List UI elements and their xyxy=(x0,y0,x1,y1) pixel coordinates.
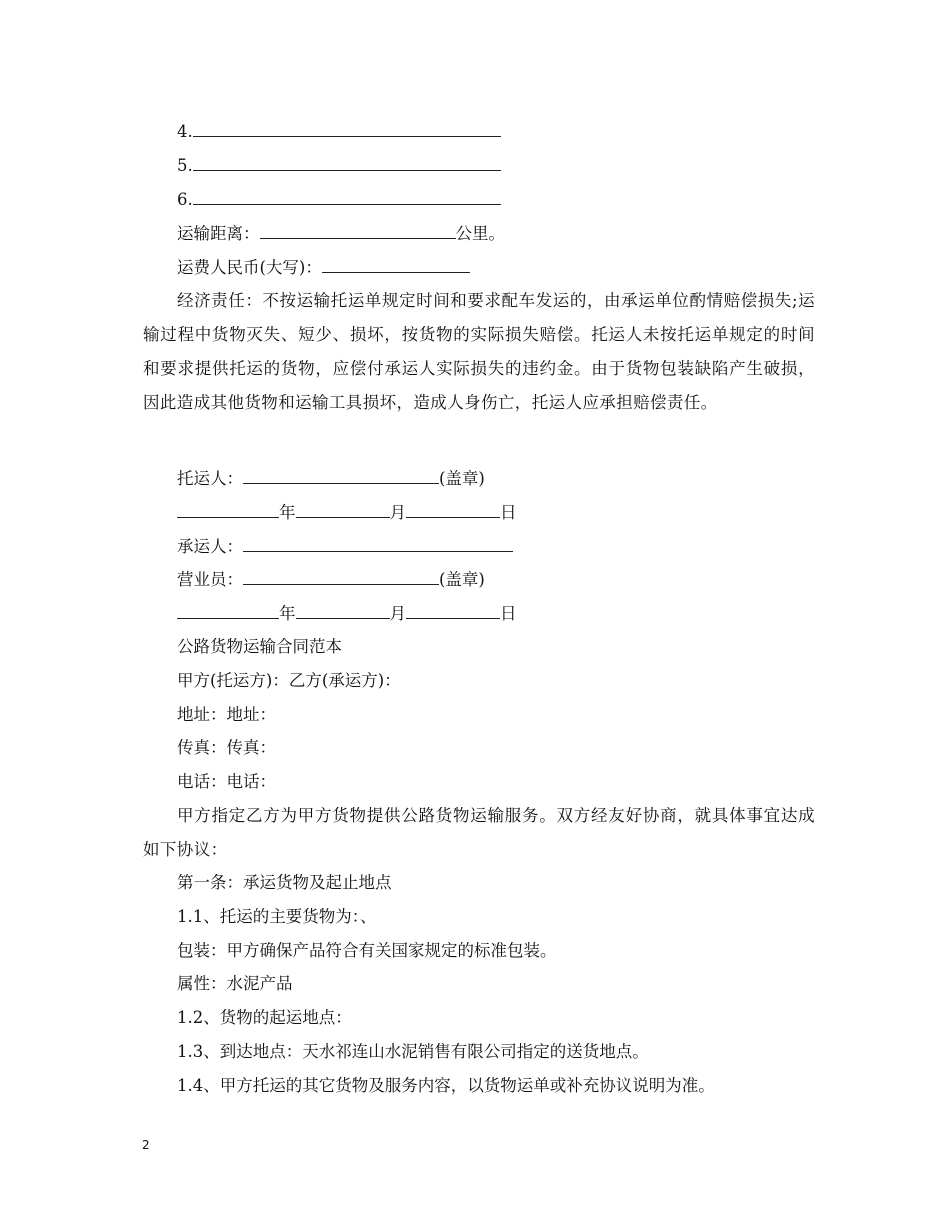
item-4-blank xyxy=(193,120,501,137)
item-5-number: 5. xyxy=(177,156,193,175)
item-6-blank xyxy=(193,188,501,205)
fee-label: 运费人民币(大写)： xyxy=(177,258,322,277)
phone-line: 电话：电话： xyxy=(177,772,276,791)
clause-1-1: 1.1、托运的主要货物为：、 xyxy=(177,907,377,926)
day-blank xyxy=(406,501,500,518)
clerk-seal: (盖章) xyxy=(439,570,485,589)
carrier-label: 承运人： xyxy=(177,537,243,556)
shipper-seal: (盖章) xyxy=(439,469,485,488)
item-5-line xyxy=(177,154,501,177)
fee-blank xyxy=(322,256,470,273)
fee-line xyxy=(177,256,470,279)
item-6-line xyxy=(177,188,501,211)
clerk-label: 营业员： xyxy=(177,570,243,589)
clerk-blank xyxy=(243,568,439,585)
clerk-line xyxy=(177,568,485,591)
item-5-blank xyxy=(193,154,501,171)
clause-1-4: 1.4、甲方托运的其它货物及服务内容，以货物运单或补充协议说明为准。 xyxy=(177,1076,715,1095)
day-label-2: 日 xyxy=(500,604,517,623)
page-number: 2 xyxy=(142,1138,150,1152)
item-4-line xyxy=(177,120,501,143)
year-blank xyxy=(177,501,279,518)
liability-paragraph: 经济责任：不按运输托运单规定时间和要求配车发运的，由承运单位酌情赔偿损失;运输过程中货物灭失、短少、损坏，按货物的实际损失赔偿。托运人未按托运单规定的时间和要求提供托运的货物，应偿付承运人实际损失的违约金。由于货物包装缺陷产生破损，因此造成其他货物和运输工具损坏，造成人身伤亡，托运人应承担赔偿责任。 xyxy=(143,291,815,412)
day-label: 日 xyxy=(500,503,517,522)
date-line-2 xyxy=(177,602,517,625)
shipper-line xyxy=(177,467,485,490)
item-6-number: 6. xyxy=(177,190,193,209)
date-line-1 xyxy=(177,501,517,524)
distance-blank xyxy=(260,222,456,239)
article-1-heading: 第一条：承运货物及起止地点 xyxy=(177,873,392,892)
contract-title: 公路货物运输合同范本 xyxy=(177,637,342,656)
distance-unit: 公里。 xyxy=(455,224,505,243)
year-blank-2 xyxy=(177,602,279,619)
month-label-2: 月 xyxy=(389,604,406,623)
clause-1-3: 1.3、到达地点：天水祁连山水泥销售有限公司指定的送货地点。 xyxy=(177,1042,649,1061)
distance-line xyxy=(177,222,505,245)
shipper-blank xyxy=(243,467,439,484)
packaging-line: 包装：甲方确保产品符合有关国家规定的标准包装。 xyxy=(177,941,557,960)
address-line: 地址：地址： xyxy=(177,705,276,724)
parties-line: 甲方(托运方)：乙方(承运方)： xyxy=(177,671,401,690)
carrier-line xyxy=(177,535,513,558)
clause-1-2: 1.2、货物的起运地点： xyxy=(177,1008,352,1027)
fax-line: 传真：传真： xyxy=(177,738,276,757)
month-blank xyxy=(296,501,390,518)
item-4-number: 4. xyxy=(177,122,193,141)
month-label: 月 xyxy=(389,503,406,522)
year-label: 年 xyxy=(279,503,296,522)
carrier-blank xyxy=(243,535,513,552)
distance-label: 运输距离： xyxy=(177,224,260,243)
month-blank-2 xyxy=(296,602,390,619)
day-blank-2 xyxy=(406,602,500,619)
intro-paragraph: 甲方指定乙方为甲方货物提供公路货物运输服务。双方经友好协商，就具体事宜达成如下协议： xyxy=(143,806,815,859)
year-label-2: 年 xyxy=(279,604,296,623)
attribute-line: 属性：水泥产品 xyxy=(177,974,293,993)
shipper-label: 托运人： xyxy=(177,469,243,488)
